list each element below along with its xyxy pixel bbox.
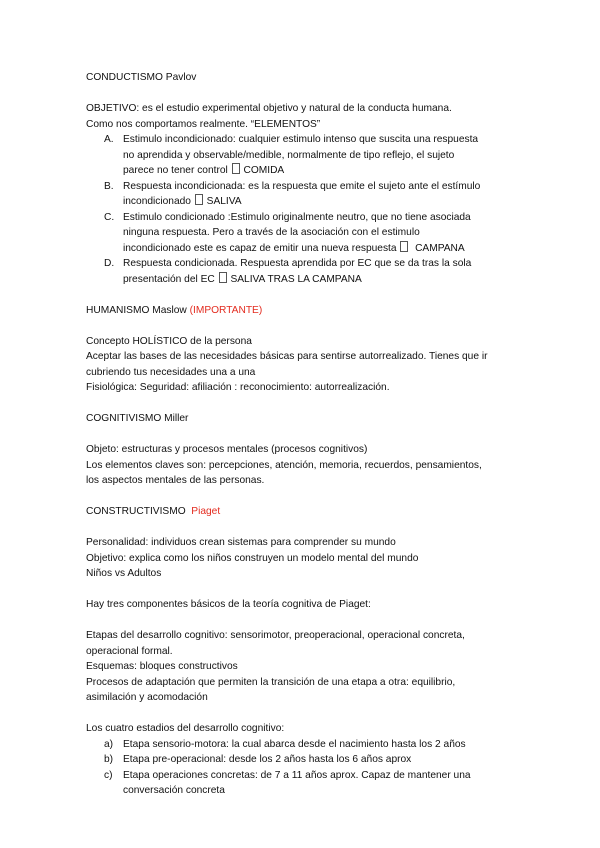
list-item: c) Etapa operaciones concretas: de 7 a 11 años aprox. Capaz de mantener una conversación concreta xyxy=(104,769,471,796)
arrow-icon xyxy=(219,272,227,283)
constructivismo-text: Procesos de adaptación que permiten la transición de una etapa a otra: equilibrio, xyxy=(86,676,456,688)
arrow-icon xyxy=(232,163,240,174)
humanismo-heading: HUMANISMO Maslow (IMPORTANTE) xyxy=(86,304,263,316)
list-item: a) Etapa sensorio-motora: la cual abarca desde el nacimiento hasta los 2 años xyxy=(104,738,466,750)
cognitivismo-heading: COGNITIVISMO Miller xyxy=(86,413,189,424)
arrow-icon xyxy=(400,241,408,252)
humanismo-text: cubriendo tus necesidades una a una xyxy=(86,366,256,378)
stages-list xyxy=(86,737,526,799)
constructivismo-text: Personalidad: individuos crean sistemas para comprender su mundo xyxy=(86,537,396,548)
constructivismo-text: Objetivo: explica como los niños construyen un modelo mental del mundo xyxy=(86,552,419,564)
cognitivismo-text: los aspectos mentales de las personas. xyxy=(86,475,265,486)
constructivismo-text: operacional formal. xyxy=(86,645,173,657)
arrow-icon xyxy=(195,194,203,205)
elements-list xyxy=(86,132,526,287)
cognitivismo-text: Los elementos claves son: percepciones, atención, memoria, recuerdos, pensamientos, xyxy=(86,459,482,471)
conductismo-heading: CONDUCTISMO Pavlov xyxy=(86,72,197,83)
constructivismo-heading: CONSTRUCTIVISMO Piaget xyxy=(86,506,221,517)
conductismo-objective-cont: Como nos comportamos realmente. “ELEMENTOS” xyxy=(86,118,321,130)
document-page xyxy=(86,70,526,799)
list-item: D. Respuesta condicionada. Respuesta aprendida por EC que se da tras la sola presentación del EC SALIVA TRAS LA CAMPANA xyxy=(104,258,472,285)
constructivismo-text: Hay tres componentes básicos de la teoría cognitiva de Piaget: xyxy=(86,599,371,610)
list-item: b) Etapa pre-operacional: desde los 2 años hasta los 6 años aprox xyxy=(104,754,412,765)
cognitivismo-text: Objeto: estructuras y procesos mentales (procesos cognitivos) xyxy=(86,444,368,455)
list-item: C. Estimulo condicionado :Estimulo originalmente neutro, que no tiene asociada ninguna respuesta. Pero a través de la asociación con el estimulo incondicionado este es capaz de emitir una nueva respuesta CAMPANA xyxy=(104,211,471,254)
constructivismo-text: asimilación y acomodación xyxy=(86,692,208,703)
list-item: A. Estimulo incondicionado: cualquier estimulo intenso que suscita una respuesta no aprendida y observable/medible, normalmente de tipo reflejo, el sujeto parece no tener control COMIDA xyxy=(104,134,479,176)
constructivismo-text: Los cuatro estadios del desarrollo cognitivo: xyxy=(86,723,285,734)
important-tag: (IMPORTANTE) xyxy=(189,304,263,316)
constructivismo-text: Niños vs Adultos xyxy=(86,568,162,579)
author-tag: Piaget xyxy=(191,506,221,517)
humanismo-text: Aceptar las bases de las necesidades básicas para sentirse autorrealizado. Tienes que ir xyxy=(86,351,488,362)
constructivismo-text: Esquemas: bloques constructivos xyxy=(86,661,238,672)
humanismo-text: Concepto HOLÍSTICO de la persona xyxy=(86,335,252,347)
conductismo-objective: OBJETIVO: es el estudio experimental objetivo y natural de la conducta humana. xyxy=(86,103,452,114)
humanismo-text: Fisiológica: Seguridad: afiliación : reconocimiento: autorrealización. xyxy=(86,382,390,393)
constructivismo-text: Etapas del desarrollo cognitivo: sensorimotor, preoperacional, operacional concreta, xyxy=(86,630,465,641)
list-item: B. Respuesta incondicionada: es la respuesta que emite el sujeto ante el estímulo incondicionado SALIVA xyxy=(104,180,481,207)
